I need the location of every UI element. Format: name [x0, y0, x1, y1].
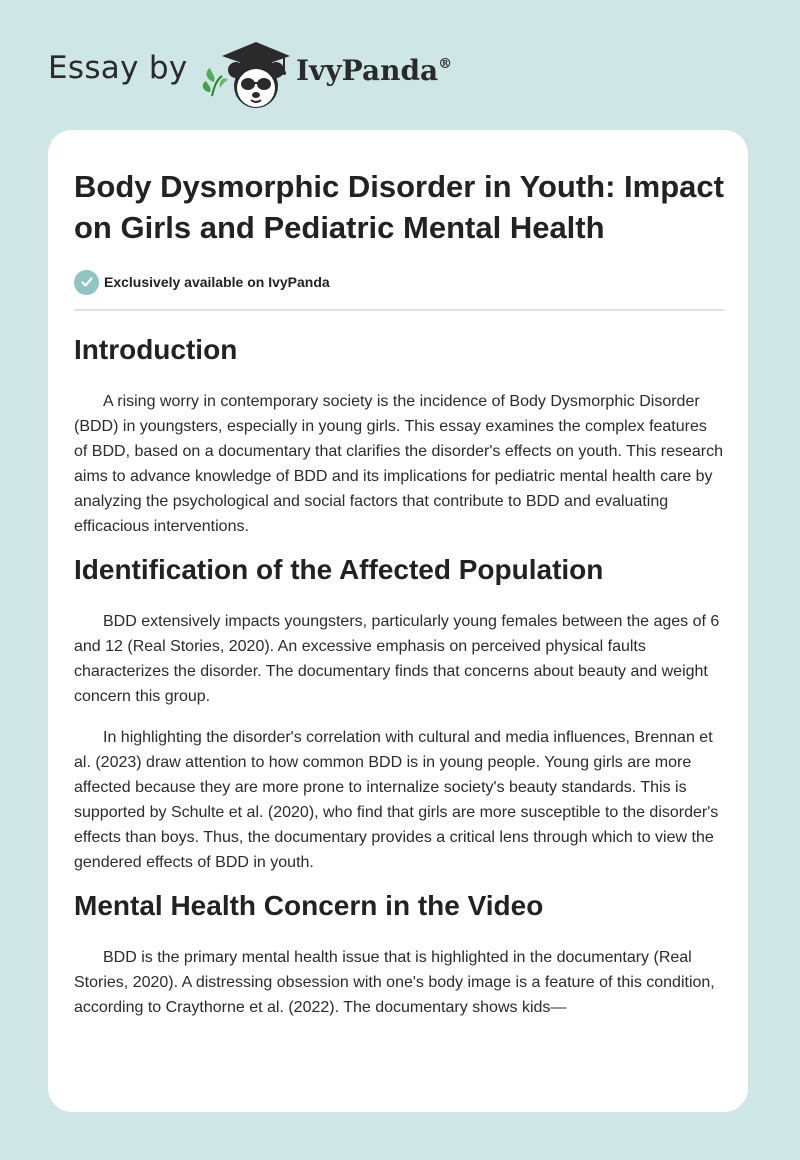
- ivy-leaf-icon: [203, 68, 228, 96]
- paragraph: BDD extensively impacts youngsters, particularly young females between the ages of 6 and 12 (Real Stories, 2020). An excessive emphasis on perceived physical faults characterizes the disorder. The documentary finds that concerns about beauty and weight concern this group.: [74, 613, 720, 705]
- paragraph: In highlighting the disorder's correlation with cultural and media influences, Brennan et al. (2023) draw attention to how common BDD is in young people. Young girls are more affected because they are more prone to internalize society's beauty standards. This is supported by Schulte et al. (2020), who find that girls are more susceptible to the disorder's effects than boys. Thus, the documentary provides a critical lens through which to view the gendered effects of BDD in youth.: [74, 729, 719, 871]
- site-header: [48, 36, 508, 110]
- paragraph: A rising worry in contemporary society is the incidence of Body Dysmorphic Disorder (BDD) in youngsters, especially in young girls. This essay examines the complex features of BDD, based on a documentary that clarifies the disorder's effects on youth. This research aims to advance knowledge of BDD and its implications for pediatric mental health care by analyzing the psychological and social factors that contribute to BDD and evaluating efficacious interventions.: [74, 393, 724, 535]
- essay-by-label: Essay by: [48, 50, 188, 86]
- exclusive-badge: [74, 268, 724, 296]
- essay-title: Body Dysmorphic Disorder in Youth: Impact on Girls and Pediatric Mental Health: [74, 169, 724, 245]
- panda-logo-icon[interactable]: [200, 36, 292, 110]
- essay-card: [48, 130, 748, 1112]
- exclusive-badge-label: Exclusively available on IvyPanda: [104, 274, 330, 290]
- check-circle-icon: [74, 270, 99, 295]
- brand-name[interactable]: [296, 54, 452, 87]
- registered-mark: ®: [438, 55, 453, 72]
- divider: [74, 309, 724, 311]
- section-heading: Identification of the Affected Population: [74, 554, 604, 585]
- essay-content: [74, 166, 724, 1020]
- brand-label: IvyPanda: [296, 54, 439, 87]
- paragraph: BDD is the primary mental health issue that is highlighted in the documentary (Real Stories, 2020). A distressing obsession with one's body image is a feature of this condition, according to Craythorne et al. (2022). The documentary shows kids—: [74, 949, 715, 1016]
- section-heading: Introduction: [74, 334, 238, 365]
- section-heading: Mental Health Concern in the Video: [74, 890, 544, 921]
